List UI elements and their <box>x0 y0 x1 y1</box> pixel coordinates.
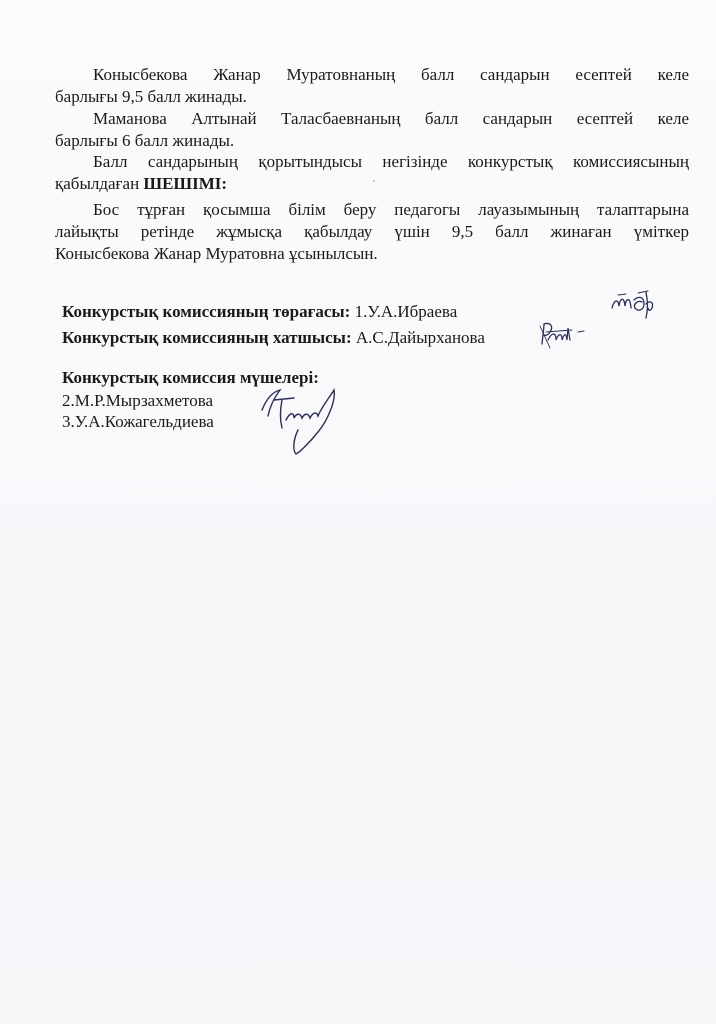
paragraph-line: барлығы 6 балл жинады. <box>55 131 235 150</box>
secretary-name: А.С.Дайырханова <box>355 328 485 347</box>
paragraph-line: Балл сандарының қорытындысы негізінде конкурстық комиссиясының <box>93 152 689 171</box>
paragraph-konysbekova-score <box>55 64 689 108</box>
decision-prefix: қабылдаған <box>55 174 140 193</box>
paragraph-line: барлығы 9,5 балл жинады. <box>55 87 247 106</box>
paragraph-line: Бос тұрған қосымша білім беру педагогы лауазымының талаптарына <box>93 200 689 219</box>
decision-heading: ШЕШІМІ: <box>143 174 228 193</box>
chair-signature-line <box>62 301 457 322</box>
paragraph-decision-intro <box>55 151 689 195</box>
paragraph-line: Маманова Алтынай Таласбаевнаның балл сандарын есептей келе <box>93 109 689 128</box>
secretary-signature-line <box>62 327 485 348</box>
member-name: 2.М.Р.Мырзахметова <box>62 391 214 410</box>
paragraph-line: Конысбекова Жанар Муратовнаның балл сандарын есептей келе <box>93 65 689 84</box>
paragraph-decision-text <box>55 199 689 265</box>
paragraph-line: Конысбекова Жанар Муратовна ұсынылсын. <box>55 244 378 263</box>
paragraph-mamanova-score <box>55 108 689 152</box>
chair-handwritten-signature <box>608 286 660 322</box>
secretary-label: Конкурстық комиссияның хатшысы: <box>62 328 352 347</box>
paragraph-line <box>55 173 689 195</box>
paragraph-line: лайықты ретінде жұмысқа қабылдау үшін 9,5 балл жинаған үміткер <box>55 222 689 241</box>
members-label: Конкурстық комиссия мүшелері: <box>62 368 319 387</box>
scan-speck <box>373 180 375 182</box>
member-name: 3.У.А.Кожагельдиева <box>62 412 214 431</box>
chair-label: Конкурстық комиссияның төрағасы: <box>62 302 351 321</box>
secretary-handwritten-signature <box>538 318 590 352</box>
chair-name: 1.У.А.Ибраева <box>354 302 458 321</box>
members-handwritten-signature <box>252 380 344 458</box>
